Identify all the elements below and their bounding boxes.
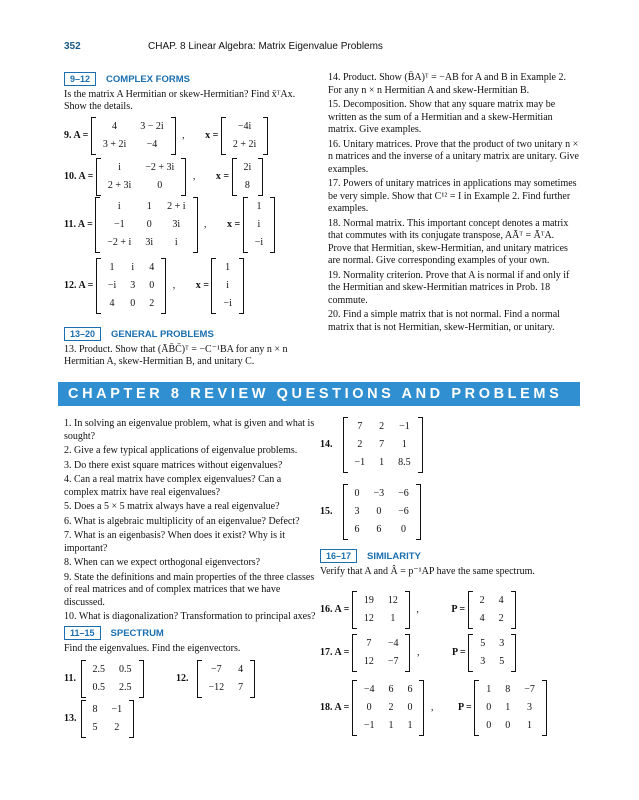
section-intro: Is the matrix A Hermitian or skew-Hermitian? Find x̄ᵀAx. Show the details. [64, 88, 296, 112]
matrix-entry: −i [254, 237, 264, 248]
problem-12: 12. A = 1 i 4 −i 3 0 4 0 2 , x = 1 i −i [64, 258, 244, 314]
review-question: 1. In solving an eigenvalue problem, what is given and what is sought? [64, 418, 315, 442]
matrix-entry: i [257, 219, 261, 230]
matrix-entry: 7 [357, 421, 363, 432]
section-title: SPECTRUM [110, 628, 164, 639]
matrix-P-label: P = [451, 603, 466, 615]
matrix-entry: 12 [363, 656, 374, 667]
matrix-entry: 4 [498, 595, 504, 606]
vector-label: x = [205, 129, 219, 141]
problem-label: 16. A = [320, 603, 350, 615]
matrix-grid [101, 159, 181, 195]
matrix-entry: 1 [146, 201, 152, 212]
problem-10: 10. A = i −2 + 3i 2 + 3i 0 , x = 2i 8 [64, 158, 263, 196]
matrix-entry: 5 [499, 656, 505, 667]
matrix-entry: 19 [363, 595, 374, 606]
matrix-entry: −1 [363, 720, 375, 731]
section-spectrum [64, 626, 316, 655]
spectrum-problem-11 [64, 660, 144, 698]
matrix-entry: 0 [149, 280, 155, 291]
matrix-grid [96, 118, 171, 154]
problem-9: 9. A = 4 3 − 2i 3 + 2i −4 , x = −4i 2 + 2i [64, 117, 268, 155]
matrix-entry: 1 [225, 262, 231, 273]
matrix-A [96, 258, 166, 314]
section-general-problems [64, 327, 316, 369]
matrix-entry: 2 [498, 613, 504, 624]
matrix-entry: 2i [243, 162, 252, 173]
matrix-entry: 8 [92, 704, 98, 715]
matrix-entry: 8 [505, 684, 511, 695]
problem-17: 17. Powers of unitary matrices in applications may sometimes be very simple. Show that C¹² = I in Example 2. Find further examples. [328, 178, 577, 214]
problem-11: 11. A = i 1 2 + i −1 0 3i −2 + i 3i i , x = 1 i −i [64, 197, 275, 253]
matrix-entry: 6 [354, 524, 360, 535]
problem-label: 15. [320, 505, 333, 517]
matrix-entry: 2 + i [167, 201, 186, 212]
problem-20: 20. Find a simple matrix that is not normal. Find a normal matrix that is not Hermitian, skew-Hermitian, or unitary. [328, 309, 560, 333]
matrix-entry: 12 [387, 595, 398, 606]
matrix-entry: 12 [363, 613, 374, 624]
review-question: 7. What is an eigenbasis? When does it exist? Why is it important? [64, 530, 286, 554]
vector-label: x = [215, 170, 230, 182]
matrix-entry: −2 + 3i [145, 162, 175, 173]
matrix-A [352, 680, 425, 736]
matrix-entry: 3 [499, 638, 505, 649]
matrix-entry: −1 [399, 421, 410, 432]
matrix-A [343, 417, 423, 473]
review-questions [64, 418, 316, 624]
matrix-entry: 2 [114, 722, 120, 733]
matrix-A [197, 660, 256, 698]
matrix-grid [357, 681, 420, 735]
review-banner-title: CHAPTER 8 REVIEW QUESTIONS AND PROBLEMS [68, 386, 563, 402]
matrix-entry: 0 [400, 524, 406, 535]
matrix-entry: −7 [524, 684, 535, 695]
matrix-entry: 2.5 [92, 664, 105, 675]
matrix-entry: 4 [479, 613, 485, 624]
matrix-P [468, 634, 516, 672]
matrix-entry: −3 [373, 488, 385, 499]
matrix-entry: 1 [390, 613, 396, 624]
matrix-P-label: P = [451, 646, 466, 658]
matrix-entry: 3 − 2i [140, 121, 164, 132]
matrix-entry: 1 [527, 720, 533, 731]
matrix-A [81, 660, 144, 698]
matrix-entry: −6 [398, 488, 409, 499]
similarity-problem-16: 16. A = 19 12 12 1 , P = 2 4 4 2 [320, 591, 516, 629]
matrix-entry: −4 [146, 139, 158, 150]
section-range: 11–15 [64, 626, 101, 640]
matrix-entry: i [131, 262, 135, 273]
matrix-entry: −i [223, 298, 232, 309]
matrix-entry: 2 [379, 421, 385, 432]
matrix-A [96, 158, 186, 196]
problem-label: 12. [176, 672, 189, 684]
matrix-entry: 3i [172, 219, 181, 230]
matrix-P [468, 591, 516, 629]
review-question: 10. What is diagonalization? Transformation to principal axes? [64, 611, 316, 622]
matrix-entry: 0.5 [92, 682, 105, 693]
matrix-entry: 0 [130, 298, 136, 309]
section-intro: Find the eigenvalues. Find the eigenvectors. [64, 642, 241, 654]
matrix-A [352, 591, 410, 629]
problem-19: 19. Normality criterion. Prove that A is normal if and only if the Hermitian and skew-Hermitian matrices in Prob. 18 commute. [328, 269, 570, 306]
similarity-problem-17: 17. A = 7 −4 12 −7 , P = 5 3 3 5 [320, 634, 516, 672]
matrix-entry: −12 [208, 682, 225, 693]
matrix-entry: i [174, 237, 178, 248]
problem-label: 13. [64, 712, 77, 724]
matrix-entry: −4 [363, 684, 375, 695]
matrix-entry: 4 [109, 298, 115, 309]
section-range: 16–17 [320, 549, 357, 563]
matrix-grid [86, 661, 139, 697]
problem-14: 14. Product. Show (B̄A)ᵀ = −AB for A and B in Example 2. For any n × n Hermitian A and skew-Hermitian B. [328, 72, 566, 96]
problem-16: 16. Unitary matrices. Prove that the product of two unitary n × n matrices and the inverse of a unitary matrix are unitary. Give examples. [328, 138, 579, 175]
spectrum-problem-13 [64, 700, 134, 738]
review-question: 2. Give a few typical applications of eigenvalue problems. [64, 445, 298, 456]
matrix-entry: 0 [146, 219, 152, 230]
matrix-entry: 1 [407, 720, 413, 731]
matrix-grid [348, 485, 416, 539]
section-intro: Verify that A and Â = p⁻¹AP have the same spectrum. [320, 565, 535, 577]
vector-x [232, 158, 264, 196]
matrix-entry: 2.5 [119, 682, 132, 693]
problem-label: 14. [320, 438, 333, 450]
matrix-entry: 1 [109, 262, 115, 273]
matrix-entry: −1 [113, 219, 125, 230]
section-title: SIMILARITY [367, 551, 421, 562]
vector-label: x = [227, 218, 241, 230]
matrix-entry: 1 [486, 684, 492, 695]
similarity-problem-18: 18. A = −4 6 6 0 2 0 −1 1 1 , P = 1 8 −7 0 1 3 0 0 1 [320, 680, 547, 736]
problem-label: 9. A = [64, 129, 89, 141]
matrix-entry: 8 [244, 180, 250, 191]
review-question: 6. What is algebraic multiplicity of an eigenvalue? Defect? [64, 515, 300, 527]
problem-label: 11. [64, 672, 76, 684]
matrix-entry: 0 [505, 720, 511, 731]
matrix-entry: −4 [387, 638, 399, 649]
vector-label: x = [195, 279, 209, 291]
matrix-grid [348, 418, 418, 472]
matrix-grid [237, 159, 259, 195]
matrix-entry: 2 [388, 702, 394, 713]
vector-x [211, 258, 243, 314]
matrix-entry: −1 [111, 704, 123, 715]
review-banner [58, 382, 580, 406]
section-title: COMPLEX FORMS [106, 74, 190, 85]
spectrum-problem-12 [176, 660, 255, 698]
matrix-grid [248, 198, 270, 252]
matrix-entry: 4 [112, 121, 118, 132]
matrix-entry: 0 [486, 720, 492, 731]
matrix-entry: 1 [256, 201, 262, 212]
matrix-entry: 8.5 [398, 457, 411, 468]
matrix-entry: 2 + 2i [232, 139, 257, 150]
matrix-A [95, 197, 197, 253]
matrix-entry: 2 [149, 298, 155, 309]
matrix-entry: 3 [130, 280, 136, 291]
matrix-entry: −i [107, 280, 117, 291]
vector-x [221, 117, 268, 155]
matrix-entry: i [226, 280, 230, 291]
matrix-entry: 2 [357, 439, 363, 450]
matrix-grid [479, 681, 542, 735]
problem-18: 18. Normal matrix. This important concept denotes a matrix that commutes with its conjugate transpose, AĀᵀ = ĀᵀA. Prove that Hermitian, skew-Hermitian, and unitary matrices are normal. Give corresponding examples of your own. [328, 217, 569, 266]
matrix-entry: 1 [505, 702, 511, 713]
matrix-entry: 1 [388, 720, 394, 731]
section-title: GENERAL PROBLEMS [111, 329, 214, 340]
review-question: 4. Can a real matrix have complex eigenvalues? Can a complex matrix have real eigenvalues? [64, 474, 282, 498]
problem-label: 17. A = [320, 646, 350, 658]
matrix-entry: 7 [366, 638, 372, 649]
matrix-grid [357, 635, 406, 671]
matrix-entry: 3 + 2i [102, 139, 127, 150]
matrix-P [474, 680, 547, 736]
review-question: 9. State the definitions and main properties of the three classes of real matrices and of complex matrices that we have discussed. [64, 571, 315, 608]
problem-13: 13. Product. Show that (ĀB̄C̄)ᵀ = −C⁻¹BA for any n × n Hermitian A, skew-Hermitian B, and unitary C. [64, 343, 288, 367]
matrix-A [81, 700, 135, 738]
matrix-entry: 6 [376, 524, 382, 535]
matrix-entry: 6 [388, 684, 394, 695]
matrix-entry: 3 [480, 656, 486, 667]
review-question: 5. Does a 5 × 5 matrix always have a real eigenvalue? [64, 501, 280, 512]
spectrum-problem-15 [320, 484, 421, 540]
matrix-entry: −2 + i [107, 237, 132, 248]
problem-15: 15. Decomposition. Show that any square matrix may be written as the sum of a Hermitian and a skew-Hermitian matrix. Give examples. [328, 99, 556, 135]
matrix-grid [101, 259, 161, 313]
matrix-entry: 0 [354, 488, 360, 499]
matrix-grid [473, 592, 511, 628]
matrix-entry: 3 [527, 702, 533, 713]
section-range: 13–20 [64, 327, 101, 341]
matrix-entry: 1 [379, 457, 385, 468]
section-range: 9–12 [64, 72, 96, 86]
review-question: 3. Do there exist square matrices without eigenvalues? [64, 459, 283, 471]
matrix-entry: 2 + 3i [107, 180, 132, 191]
page-number: 352 [64, 41, 81, 52]
matrix-entry: −1 [354, 457, 366, 468]
matrix-entry: 5 [480, 638, 486, 649]
matrix-grid [357, 592, 405, 628]
problem-label: 11. A = [64, 218, 93, 230]
matrix-A [352, 634, 411, 672]
review-question: 8. When can we expect orthogonal eigenvectors? [64, 557, 261, 568]
matrix-entry: 0 [157, 180, 163, 191]
matrix-entry: 0 [407, 702, 413, 713]
matrix-entry: 0 [366, 702, 372, 713]
spectrum-problem-14 [320, 417, 423, 473]
matrix-entry: 4 [238, 664, 244, 675]
matrix-entry: −7 [387, 656, 399, 667]
chapter-title: CHAP. 8 Linear Algebra: Matrix Eigenvalue Problems [148, 41, 383, 52]
matrix-entry: i [118, 162, 121, 173]
matrix-grid [100, 198, 192, 252]
vector-x [243, 197, 275, 253]
matrix-entry: 5 [92, 722, 98, 733]
matrix-entry: 2 [479, 595, 485, 606]
matrix-entry: 7 [238, 682, 244, 693]
matrix-grid [86, 701, 130, 737]
matrix-P-label: P = [457, 701, 472, 713]
matrix-entry: 7 [379, 439, 385, 450]
matrix-entry: 3i [145, 237, 154, 248]
matrix-A [91, 117, 176, 155]
matrix-grid [202, 661, 251, 697]
matrix-entry: 3 [354, 506, 360, 517]
problem-label: 12. A = [64, 279, 94, 291]
section-complex-forms [64, 72, 316, 114]
matrix-entry: −6 [398, 506, 409, 517]
matrix-grid [226, 118, 263, 154]
matrix-entry: 0.5 [119, 664, 132, 675]
matrix-entry: 0 [376, 506, 382, 517]
matrix-entry: 6 [407, 684, 413, 695]
matrix-grid [473, 635, 511, 671]
matrix-entry: 4 [149, 262, 155, 273]
matrix-entry: 1 [401, 439, 407, 450]
section-similarity [320, 549, 582, 578]
matrix-grid [216, 259, 238, 313]
matrix-entry: 0 [486, 702, 492, 713]
matrix-entry: −7 [211, 664, 222, 675]
problem-label: 18. A = [320, 701, 350, 713]
matrix-A [343, 484, 421, 540]
problem-label: 10. A = [64, 170, 94, 182]
running-header [64, 41, 574, 54]
general-problems-continued [328, 72, 580, 334]
matrix-entry: i [117, 201, 121, 212]
matrix-entry: −4i [237, 121, 252, 132]
